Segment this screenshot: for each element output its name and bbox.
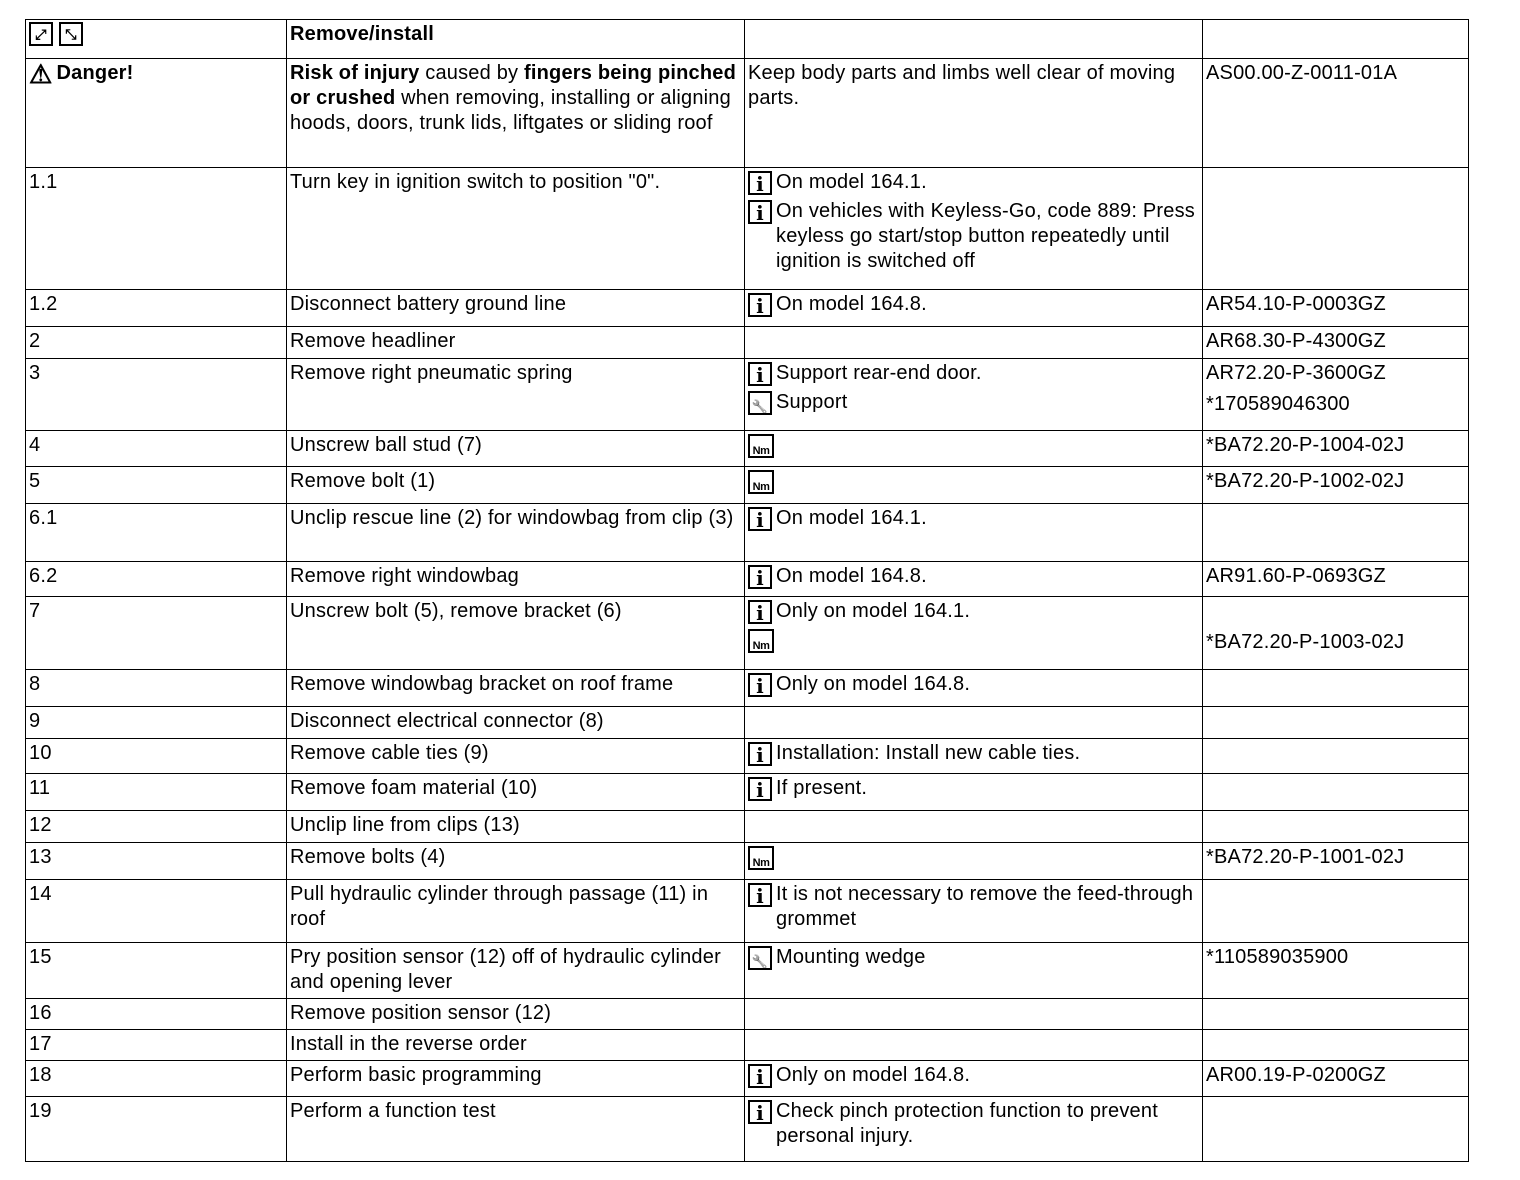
- reference-link[interactable]: AR00.19-P-0200GZ: [1206, 1064, 1386, 1086]
- torque-icon[interactable]: [748, 470, 774, 494]
- step-note: [748, 361, 1198, 386]
- torque-icon[interactable]: [748, 434, 774, 458]
- step-action: Disconnect battery ground line: [290, 293, 567, 315]
- reference-link[interactable]: AR72.20-P-3600GZ: [1206, 362, 1386, 384]
- warning-icon: ⚠: [29, 58, 53, 89]
- info-icon: [748, 742, 772, 766]
- step-number: 16: [29, 1002, 52, 1024]
- note-text: On model 164.8.: [776, 293, 927, 315]
- note-text: Only on model 164.8.: [776, 1064, 971, 1086]
- step-note: [748, 469, 1198, 494]
- table-row: [26, 670, 1469, 707]
- reference-link[interactable]: *BA72.20-P-1003-02J: [1206, 631, 1405, 653]
- special-tool-icon[interactable]: [748, 391, 772, 415]
- danger-label: Danger!: [56, 62, 134, 84]
- step-action: Pull hydraulic cylinder through passage (11) in roof: [290, 883, 709, 930]
- step-note: [748, 1099, 1198, 1149]
- step-note: [748, 506, 1198, 531]
- step-note: [748, 741, 1198, 766]
- info-icon: [748, 293, 772, 317]
- step-number: 6.1: [29, 507, 58, 529]
- table-row: [26, 999, 1469, 1030]
- note-text: Check pinch protection function to prevent personal injury.: [776, 1100, 1158, 1147]
- step-number: 1.2: [29, 293, 58, 315]
- step-action: Remove right pneumatic spring: [290, 362, 573, 384]
- step-number: 17: [29, 1033, 52, 1055]
- note-text: Installation: Install new cable ties.: [776, 742, 1081, 764]
- step-number: 18: [29, 1064, 52, 1086]
- step-number: 3: [29, 362, 41, 384]
- table-row: [26, 562, 1469, 597]
- table-row: [26, 504, 1469, 562]
- info-icon: [748, 1064, 772, 1088]
- info-icon: [748, 507, 772, 531]
- table-row: [26, 431, 1469, 467]
- table-row: [26, 168, 1469, 290]
- table-row: [26, 774, 1469, 811]
- step-action: Pry position sensor (12) off of hydraulic cylinder and opening lever: [290, 946, 721, 993]
- step-action: Unscrew bolt (5), remove bracket (6): [290, 600, 622, 622]
- table-row: [26, 943, 1469, 999]
- step-number: 12: [29, 814, 52, 836]
- reference-link[interactable]: AR91.60-P-0693GZ: [1206, 565, 1386, 587]
- collapse-icon[interactable]: ⤡: [59, 22, 83, 46]
- step-number: 13: [29, 846, 52, 868]
- note-text: On model 164.1.: [776, 171, 927, 193]
- torque-icon[interactable]: [748, 629, 774, 653]
- step-note: [748, 599, 1198, 624]
- step-action: Perform basic programming: [290, 1064, 542, 1086]
- info-icon: [748, 1100, 772, 1124]
- danger-ref[interactable]: AS00.00-Z-0011-01A: [1206, 62, 1398, 84]
- step-note: [748, 776, 1198, 801]
- step-note: [748, 564, 1198, 589]
- step-action: Unclip rescue line (2) for windowbag from clip (3): [290, 507, 734, 529]
- torque-icon[interactable]: [748, 846, 774, 870]
- reference-link[interactable]: *BA72.20-P-1001-02J: [1206, 846, 1405, 868]
- step-note: [748, 945, 1198, 970]
- reference-link[interactable]: *170589046300: [1206, 393, 1350, 415]
- procedure-table: [25, 19, 1469, 1162]
- note-text: On model 164.8.: [776, 565, 927, 587]
- table-row: [26, 1030, 1469, 1061]
- note-text: Only on model 164.8.: [776, 673, 971, 695]
- step-note: [748, 292, 1198, 317]
- table-row: [26, 359, 1469, 431]
- step-action: Remove position sensor (12): [290, 1002, 552, 1024]
- section-title: Remove/install: [290, 23, 434, 45]
- table-row: [26, 811, 1469, 843]
- note-text: Support rear-end door.: [776, 362, 982, 384]
- info-icon: [748, 600, 772, 624]
- danger-row: [26, 59, 1469, 168]
- danger-note: Keep body parts and limbs well clear of moving parts.: [748, 62, 1176, 109]
- info-icon: [748, 565, 772, 589]
- info-icon: [748, 777, 772, 801]
- step-number: 9: [29, 710, 41, 732]
- reference-link: [1206, 599, 1464, 624]
- table-row: [26, 467, 1469, 504]
- note-text: On model 164.1.: [776, 507, 927, 529]
- step-note: [748, 672, 1198, 697]
- reference-link[interactable]: AR68.30-P-4300GZ: [1206, 330, 1386, 352]
- reference-link[interactable]: *110589035900: [1206, 946, 1349, 968]
- step-note: [748, 433, 1198, 458]
- step-action: Unscrew ball stud (7): [290, 434, 483, 456]
- step-action: Remove windowbag bracket on roof frame: [290, 673, 674, 695]
- step-number: 6.2: [29, 565, 58, 587]
- step-note: [748, 882, 1198, 932]
- expand-icon[interactable]: ⤢: [29, 22, 53, 46]
- table-row: [26, 290, 1469, 327]
- step-number: 8: [29, 673, 41, 695]
- step-note: [748, 845, 1198, 870]
- reference-link[interactable]: AR54.10-P-0003GZ: [1206, 293, 1386, 315]
- step-action: Remove bolts (4): [290, 846, 446, 868]
- step-number: 11: [29, 777, 51, 799]
- step-action: Remove right windowbag: [290, 565, 519, 587]
- step-number: 1.1: [29, 171, 58, 193]
- step-number: 10: [29, 742, 52, 764]
- step-number: 15: [29, 946, 52, 968]
- step-action: Remove cable ties (9): [290, 742, 489, 764]
- table-row: [26, 597, 1469, 670]
- table-row: [26, 1061, 1469, 1097]
- step-note: [748, 390, 1198, 415]
- step-note: [748, 1063, 1198, 1088]
- info-icon: [748, 883, 772, 907]
- step-number: 5: [29, 470, 41, 492]
- table-row: [26, 327, 1469, 359]
- info-icon: [748, 362, 772, 386]
- step-action: Perform a function test: [290, 1100, 496, 1122]
- note-text: Only on model 164.1.: [776, 600, 971, 622]
- step-number: 4: [29, 434, 41, 456]
- note-text: Mounting wedge: [776, 946, 926, 968]
- table-row: [26, 843, 1469, 880]
- info-icon: [748, 200, 772, 224]
- step-note: [748, 199, 1198, 274]
- step-action: Turn key in ignition switch to position "0".: [290, 171, 661, 193]
- special-tool-icon[interactable]: [748, 946, 772, 970]
- info-icon: [748, 673, 772, 697]
- info-icon: [748, 171, 772, 195]
- table-row: [26, 707, 1469, 739]
- note-text: On vehicles with Keyless-Go, code 889: Press keyless go start/stop button repeatedly until ignition is switched off: [776, 200, 1195, 272]
- table-row: [26, 1097, 1469, 1162]
- step-number: 14: [29, 883, 52, 905]
- step-action: Install in the reverse order: [290, 1033, 527, 1055]
- step-action: Remove headliner: [290, 330, 456, 352]
- note-text: It is not necessary to remove the feed-through grommet: [776, 883, 1194, 930]
- step-action: Remove foam material (10): [290, 777, 538, 799]
- step-action: Unclip line from clips (13): [290, 814, 520, 836]
- note-text: Support: [776, 391, 848, 413]
- step-action: Disconnect electrical connector (8): [290, 710, 604, 732]
- step-number: 7: [29, 600, 41, 622]
- reference-link[interactable]: *BA72.20-P-1002-02J: [1206, 470, 1405, 492]
- step-note: [748, 170, 1198, 195]
- reference-link[interactable]: *BA72.20-P-1004-02J: [1206, 434, 1405, 456]
- header-row: [26, 20, 1469, 59]
- step-note: [748, 628, 1198, 653]
- note-text: If present.: [776, 777, 868, 799]
- step-action: Remove bolt (1): [290, 470, 436, 492]
- table-row: [26, 880, 1469, 943]
- step-number: 19: [29, 1100, 52, 1122]
- danger-text: Risk of injury caused by fingers being pinched or crushed when removing, installing or aligning hoods, doors, trunk lids, liftgates or sliding roof: [287, 59, 745, 168]
- step-number: 2: [29, 330, 41, 352]
- table-row: [26, 739, 1469, 774]
